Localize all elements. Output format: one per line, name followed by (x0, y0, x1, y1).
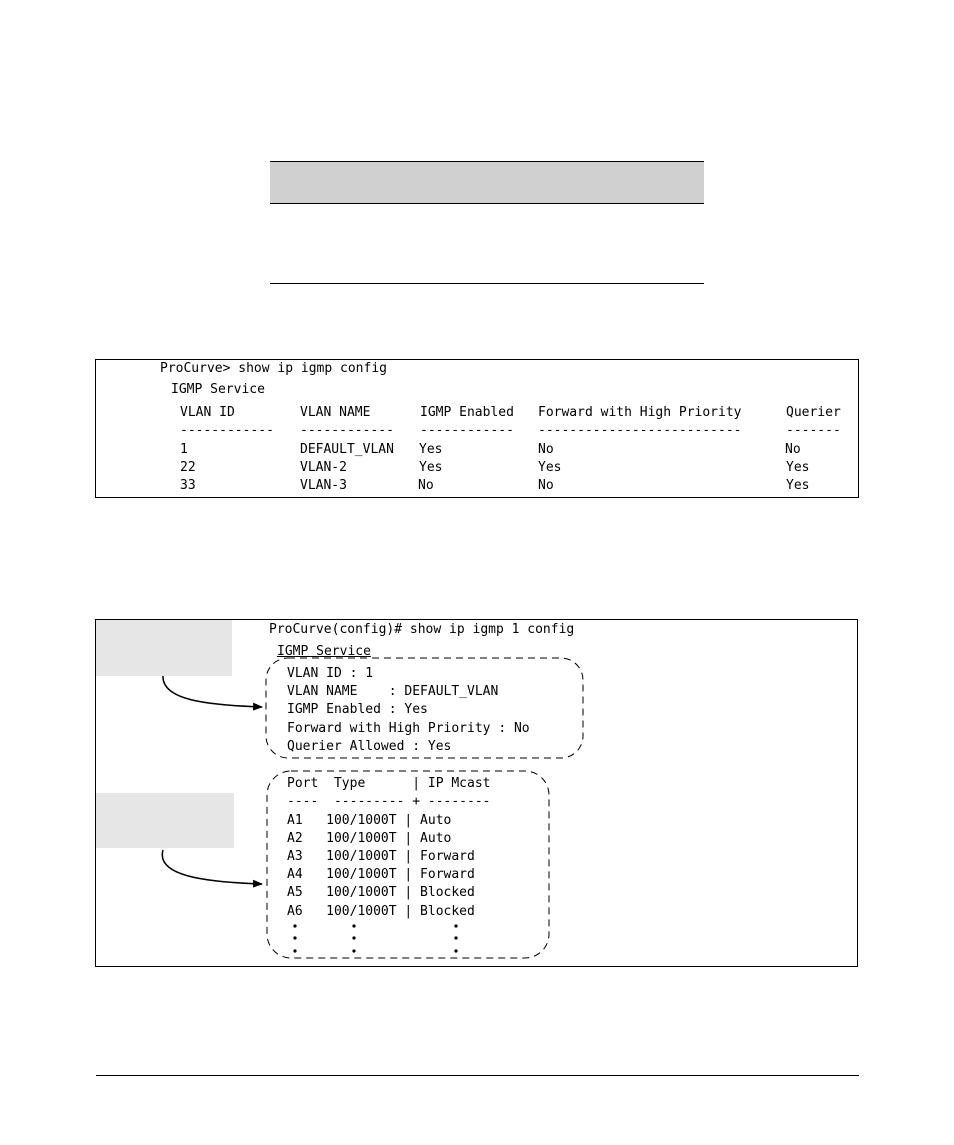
table-cell: 22 (180, 460, 196, 475)
dash-querier: ------- (786, 423, 841, 438)
port-row: A3 100/1000T | Forward (287, 849, 475, 864)
port-row: A6 100/1000T | Blocked (287, 904, 475, 919)
port-row: A5 100/1000T | Blocked (287, 885, 475, 900)
dash-vlan-id: ------------ (180, 423, 274, 438)
querier-allowed-line: Querier Allowed : Yes (287, 739, 452, 754)
continuation-dots (293, 924, 457, 952)
service-title: IGMP Service (277, 644, 371, 659)
vlan-id-line: VLAN ID : 1 (287, 666, 374, 681)
syntax-table-header (270, 161, 704, 204)
table-cell: No (418, 478, 434, 493)
port-table-header: Port Type | IP Mcast (287, 776, 491, 791)
igmp-enabled-line: IGMP Enabled : Yes (287, 702, 428, 717)
igmp-config-output-box (95, 359, 859, 498)
command-line: ProCurve(config)# show ip igmp 1 config (269, 622, 575, 637)
table-cell: DEFAULT_VLAN (300, 442, 394, 457)
table-cell: Yes (419, 442, 443, 457)
arrow-to-vlan-settings (163, 676, 262, 707)
dash-forward-priority: -------------------------- (538, 423, 742, 438)
col-vlan-name: VLAN NAME (300, 405, 371, 420)
footer-rule (96, 1075, 859, 1076)
port-row: A2 100/1000T | Auto (287, 831, 452, 846)
table-cell: No (785, 442, 801, 457)
table-cell: 1 (180, 442, 188, 457)
forward-priority-line: Forward with High Priority : No (287, 721, 530, 736)
vlan-name-line: VLAN NAME : DEFAULT_VLAN (287, 684, 499, 699)
syntax-table-bottom-rule (270, 283, 704, 284)
table-cell: Yes (786, 460, 810, 475)
igmp-vlan-config-output-box (95, 619, 858, 967)
table-cell: Yes (538, 460, 562, 475)
port-table-dashes: ---- --------- + -------- (287, 794, 491, 809)
col-igmp-enabled: IGMP Enabled (420, 405, 514, 420)
table-cell: 33 (180, 478, 196, 493)
col-querier: Querier (786, 405, 841, 420)
table-cell: VLAN-3 (300, 478, 347, 493)
port-row: A1 100/1000T | Auto (287, 813, 452, 828)
table-cell: VLAN-2 (300, 460, 347, 475)
table-cell: No (538, 442, 554, 457)
table-cell: Yes (419, 460, 443, 475)
dash-igmp-enabled: ------------ (420, 423, 514, 438)
command-line: ProCurve> show ip igmp config (160, 361, 387, 376)
arrow-to-port-settings (162, 850, 262, 884)
col-vlan-id: VLAN ID (180, 405, 235, 420)
service-title: IGMP Service (171, 382, 265, 397)
port-row: A4 100/1000T | Forward (287, 867, 475, 882)
dash-vlan-name: ------------ (300, 423, 394, 438)
table-cell: No (538, 478, 554, 493)
table-cell: Yes (786, 478, 810, 493)
col-forward-priority: Forward with High Priority (538, 405, 742, 420)
